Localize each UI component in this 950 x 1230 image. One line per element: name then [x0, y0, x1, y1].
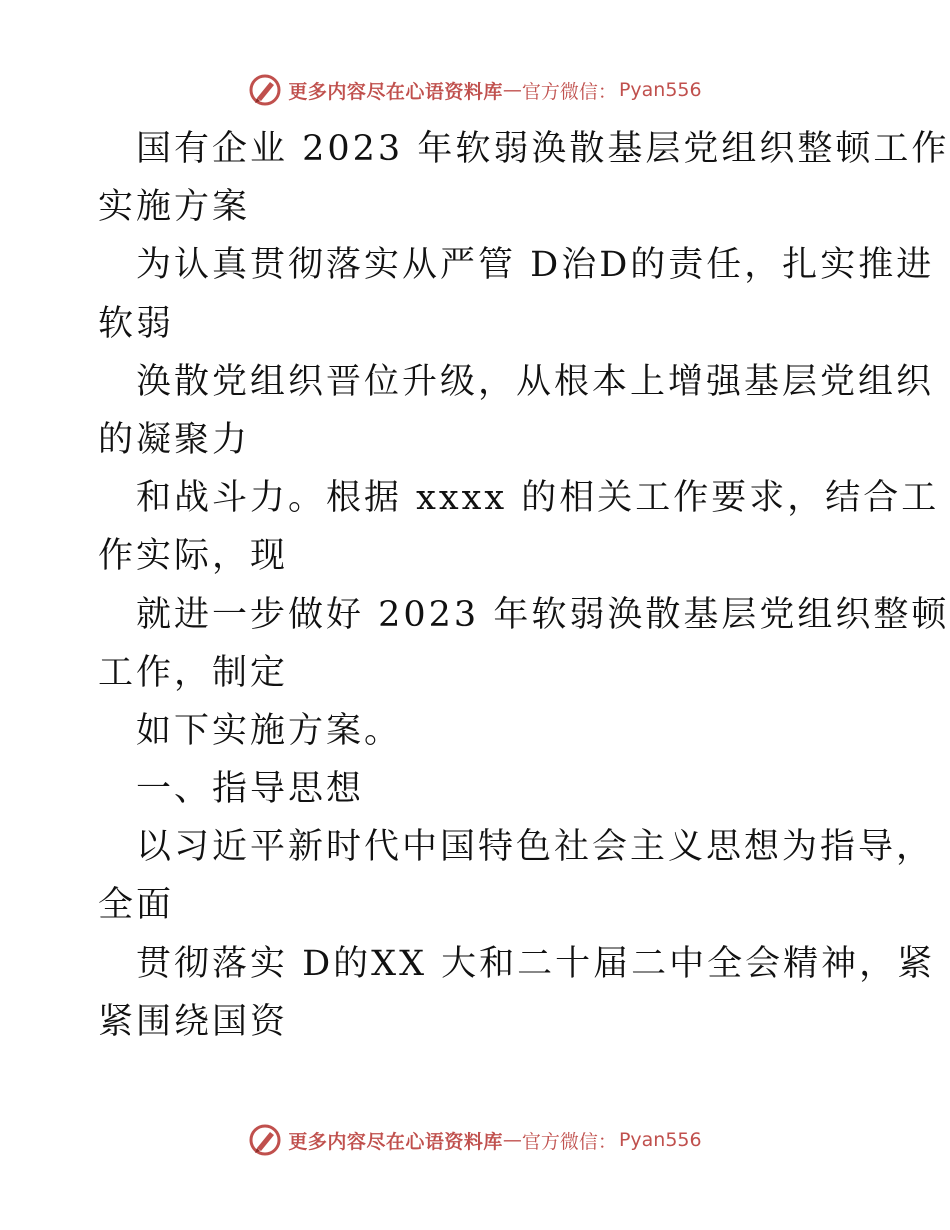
red-pen-logo-icon: [248, 73, 282, 107]
paragraph-line: 软弱: [98, 303, 175, 344]
paragraph-line: 全面: [98, 885, 175, 926]
title-line: 国有企业 2023 年软弱涣散基层党组织整顿工作: [136, 129, 950, 169]
paragraph-line: 涣散党组织晋位升级，从根本上增强基层党组织: [136, 361, 935, 402]
paragraph-line: 如下实施方案。: [136, 710, 403, 751]
paragraph-line: 的凝聚力: [98, 419, 251, 460]
paragraph-line: 贯彻落实 D的XX 大和二十届二中全会精神，紧: [136, 943, 936, 984]
section-heading: 一、指导思想: [136, 769, 365, 810]
title-line-continued: 实施方案: [98, 187, 251, 228]
banner-site-name: 更多内容尽在心语资料库: [288, 80, 503, 103]
banner-dash: —: [502, 1129, 522, 1151]
footer-banner: [0, 1120, 950, 1160]
paragraph-line: 和战斗力。根据 xxxx 的相关工作要求，结合工: [136, 478, 940, 519]
header-banner: [0, 70, 950, 110]
paragraph-line: 就进一步做好 2023 年软弱涣散基层党组织整顿: [136, 594, 950, 635]
paragraph-line: 紧围绕国资: [98, 1001, 289, 1042]
banner-wechat-id: Pyan556: [618, 79, 702, 101]
red-pen-logo-icon: [248, 1123, 282, 1157]
paragraph-line: 以习近平新时代中国特色社会主义思想为指导，: [136, 827, 935, 868]
paragraph-line: 工作，制定: [98, 652, 289, 693]
paragraph-line: 作实际，现: [98, 536, 289, 577]
banner-wechat-label: 官方微信：: [521, 80, 617, 103]
banner-wechat-label: 官方微信：: [521, 1130, 617, 1153]
document-body: [98, 120, 950, 1051]
banner-site-name: 更多内容尽在心语资料库: [288, 1130, 503, 1153]
banner-dash: —: [502, 79, 522, 101]
paragraph-line: 为认真贯彻落实从严管 D治D的责任，扎实推进: [136, 245, 935, 286]
banner-wechat-id: Pyan556: [618, 1129, 702, 1151]
